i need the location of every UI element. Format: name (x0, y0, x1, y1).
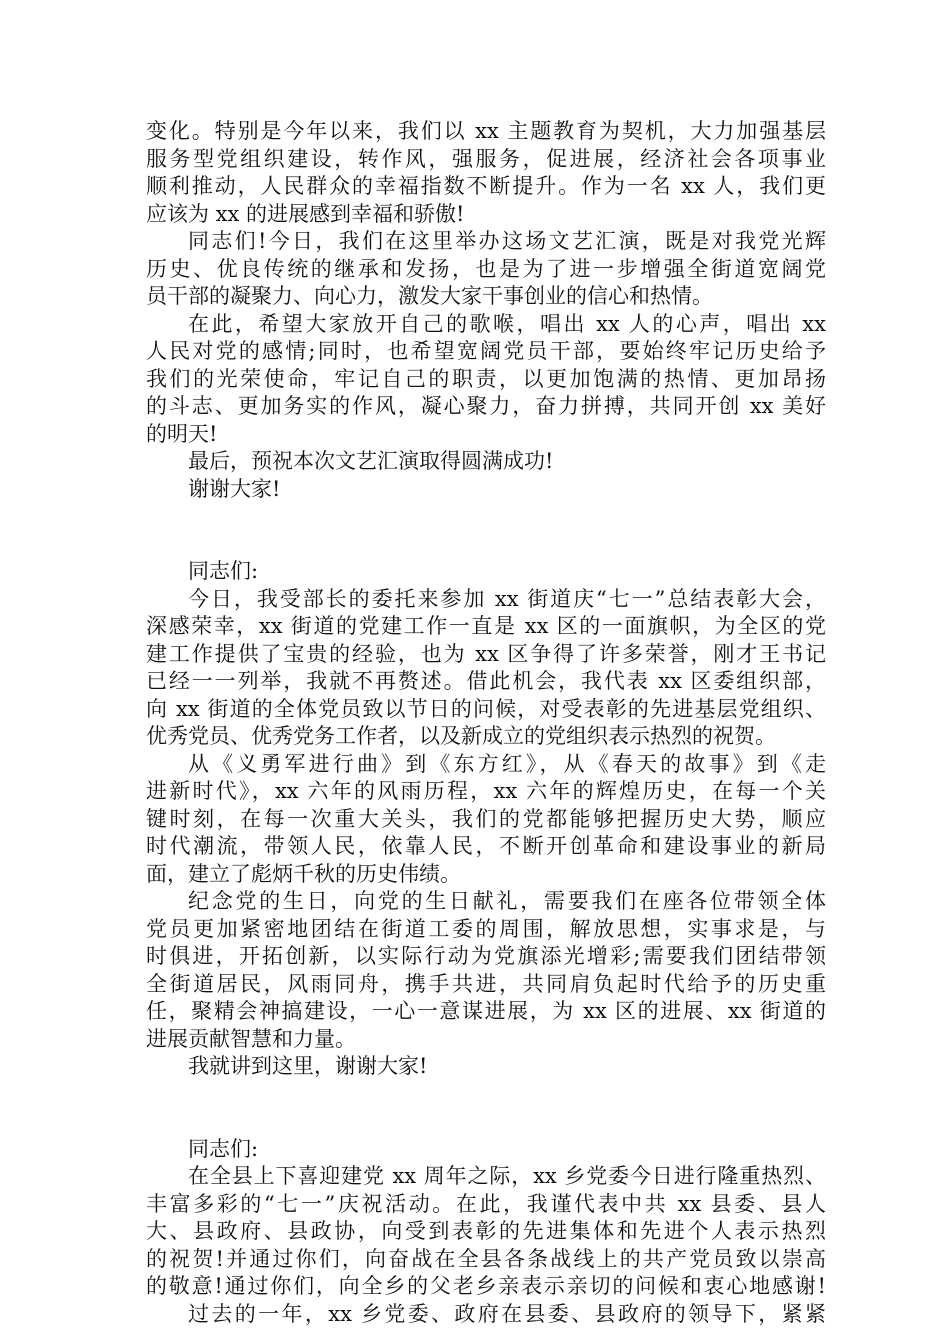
text-line: 的敬意!通过你们，向全乡的父老乡亲表示亲切的问候和衷心地感谢! (146, 1274, 826, 1298)
text-line: 人民对党的感情;同时，也希望宽阔党员干部，要始终牢记历史给予 (146, 339, 826, 363)
text-line: 党员更加紧密地团结在街道工委的周围，解放思想，实事求是，与 (146, 916, 826, 941)
text-line: 的明天! (146, 421, 218, 446)
text-line: 建工作提供了宝贵的经验，也为 xx 区争得了许多荣誉，刚才王书记 (146, 641, 826, 666)
text-line: 向 xx 街道的全体党员致以节日的问候，对受表彰的先进基层党组织、 (146, 696, 826, 721)
text-line: 优秀党员、优秀党务工作者，以及新成立的党组织表示热烈的祝贺。 (146, 724, 776, 748)
text-line: 在此，希望大家放开自己的歌喉，唱出 xx 人的心声，唱出 xx (188, 311, 826, 336)
text-line: 同志们!今日，我们在这里举办这场文艺汇演，既是对我党光辉 (188, 229, 826, 253)
text-line: 今日，我受部长的委托来参加 xx 街道庆“七一”总结表彰大会， (188, 586, 826, 611)
text-line: 纪念党的生日，向党的生日献礼，需要我们在座各位带领全体 (188, 889, 826, 913)
text-line: 最后，预祝本次文艺汇演取得圆满成功! (188, 449, 554, 473)
text-line: 在全县上下喜迎建党 xx 周年之际，xx 乡党委今日进行隆重热烈、 (188, 1164, 826, 1188)
text-line: 应该为 xx 的进展感到幸福和骄傲! (146, 201, 465, 226)
salutation: 同志们: (188, 559, 259, 583)
text-line: 员干部的凝聚力、向心力，激发大家干事创业的信心和热情。 (146, 284, 713, 308)
text-line: 我就讲到这里，谢谢大家! (188, 1054, 428, 1078)
text-line: 面，建立了彪炳千秋的历史伟绩。 (146, 861, 461, 886)
text-line: 深感荣幸，xx 街道的党建工作一直是 xx 区的一面旗帜，为全区的党 (146, 614, 826, 638)
text-line: 已经一一列举，我就不再赘述。借此机会，我代表 xx 区委组织部， (146, 669, 826, 693)
text-line: 变化。特别是今年以来，我们以 xx 主题教育为契机，大力加强基层 (146, 119, 826, 143)
text-line: 谢谢大家! (188, 476, 281, 501)
text-line: 从《义勇军进行曲》到《东方红》，从《春天的故事》到《走 (188, 751, 826, 776)
text-line: 过去的一年，xx 乡党委、政府在县委、县政府的领导下，紧紧 (188, 1301, 826, 1326)
text-line: 任，聚精会神搞建设，一心一意谋进展，为 xx 区的进展、xx 街道的 (146, 999, 826, 1023)
speech-section-1 (146, 118, 826, 503)
text-line: 键时刻，在每一次重大关头，我们的党都能够把握历史大势，顺应 (146, 806, 826, 831)
text-line: 进新时代》，xx 六年的风雨历程，xx 六年的辉煌历史，在每一个关 (146, 779, 826, 803)
salutation: 同志们: (188, 1136, 259, 1161)
text-line: 服务型党组织建设，转作风，强服务，促进展，经济社会各项事业 (146, 146, 826, 171)
text-line: 时俱进，开拓创新，以实际行动为党旗添光增彩;需要我们团结带领 (146, 944, 826, 968)
speech-section-2 (146, 558, 826, 1081)
speech-section-3 (146, 1136, 826, 1329)
text-line: 全街道居民，风雨同舟，携手共进，共同肩负起时代给予的历史重 (146, 971, 826, 996)
text-line: 历史、优良传统的继承和发扬，也是为了进一步增强全街道宽阔党 (146, 256, 826, 281)
text-line: 的祝贺!并通过你们，向奋战在全县各条战线上的共产党员致以崇高 (146, 1246, 826, 1271)
text-line: 丰富多彩的“七一”庆祝活动。在此，我谨代表中共 xx 县委、县人 (146, 1191, 826, 1216)
section-gap (146, 503, 826, 558)
text-line: 大、县政府、县政协，向受到表彰的先进集体和先进个人表示热烈 (146, 1219, 826, 1243)
text-line: 进展贡献智慧和力量。 (146, 1026, 356, 1051)
text-line: 我们的光荣使命，牢记自己的职责，以更加饱满的热情、更加昂扬 (146, 366, 826, 391)
section-gap (146, 1081, 826, 1136)
document-page (146, 118, 826, 1328)
text-line: 的斗志、更加务实的作风，凝心聚力，奋力拼搏，共同开创 xx 美好 (146, 394, 826, 418)
text-line: 顺利推动，人民群众的幸福指数不断提升。作为一名 xx 人，我们更 (146, 174, 826, 198)
text-line: 时代潮流，带领人民，依靠人民，不断开创革命和建设事业的新局 (146, 834, 826, 858)
